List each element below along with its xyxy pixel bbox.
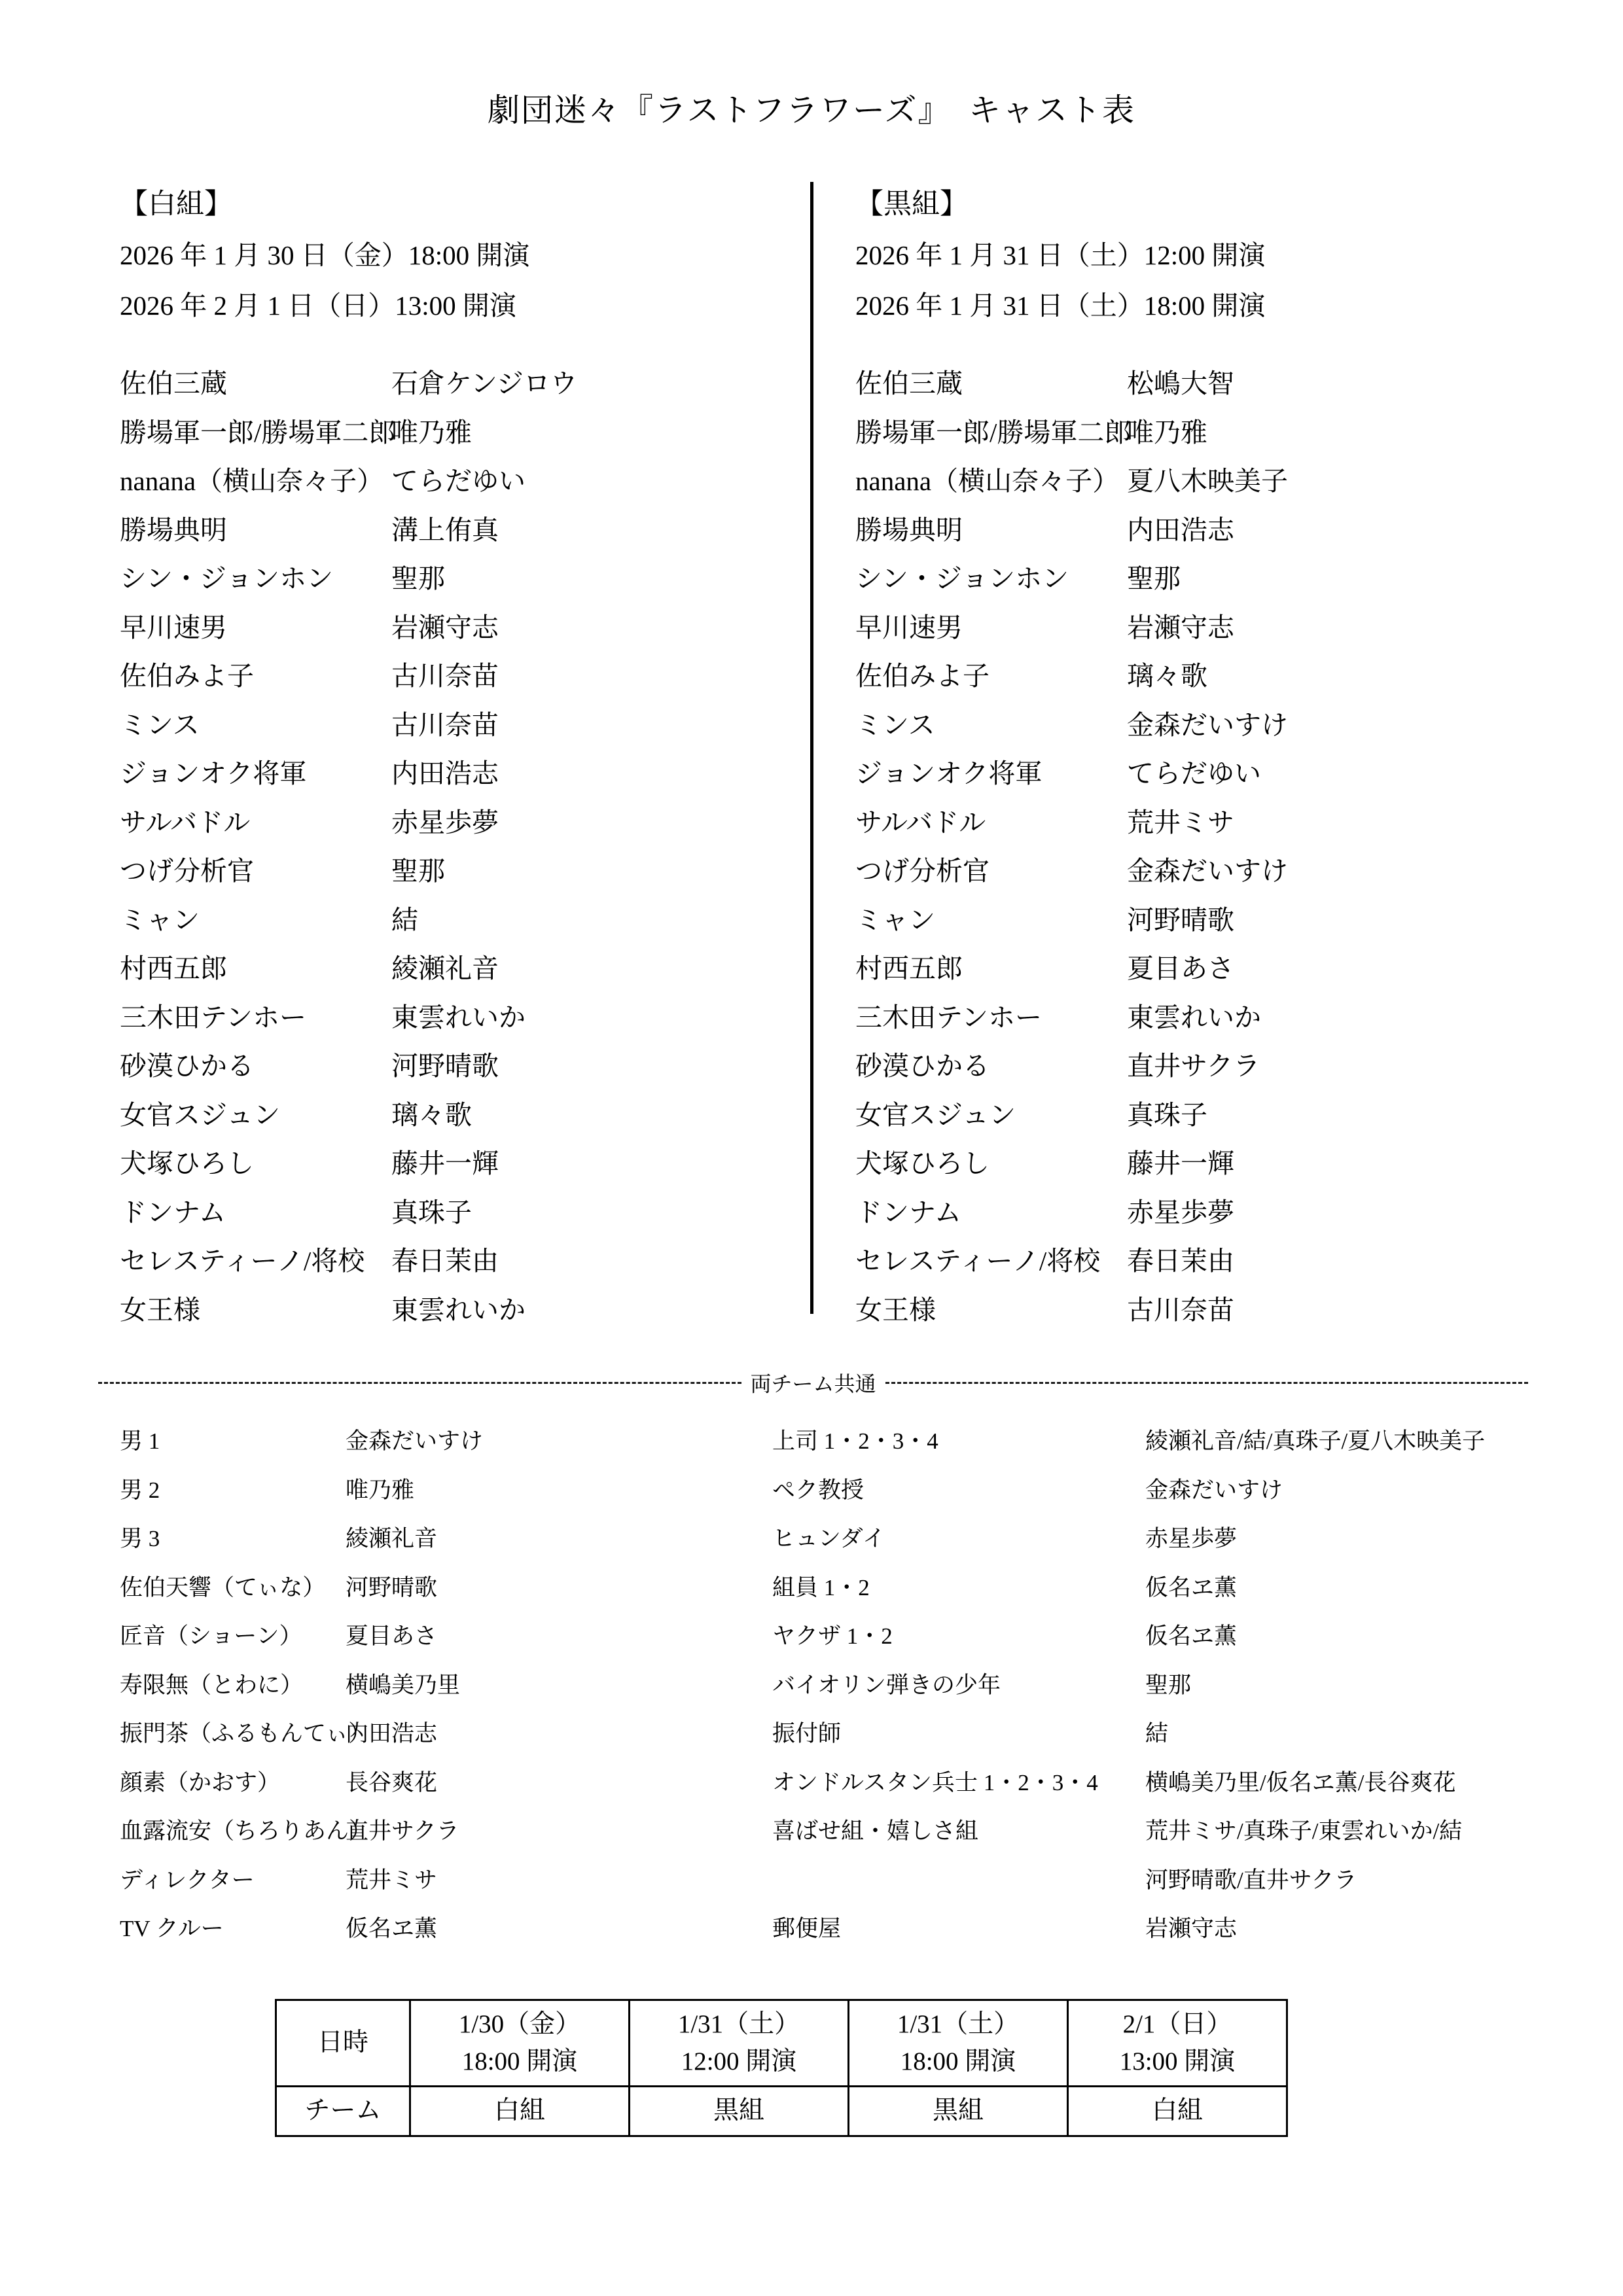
schedule-team-cell: 白組 xyxy=(1068,2087,1287,2136)
schedule-date: 1/31（土） xyxy=(677,2010,800,2038)
cast-row xyxy=(855,557,1288,606)
cast-actor: 古川奈苗 xyxy=(391,661,499,691)
common-cast-actor: 聖那 xyxy=(1145,1672,1192,1698)
common-cast-row xyxy=(772,1667,1485,1716)
common-cast-role: ヒュンダイ xyxy=(772,1526,885,1551)
common-cast-role: 組員 1・2 xyxy=(772,1574,870,1600)
common-cast-row xyxy=(772,1911,1485,1960)
cast-actor: 綾瀬礼音 xyxy=(391,953,499,983)
common-cast-row xyxy=(120,1911,483,1960)
common-cast-role: ディレクター xyxy=(120,1867,255,1893)
cast-row xyxy=(855,1044,1288,1093)
cast-actor: 春日茉由 xyxy=(391,1246,499,1276)
cast-row xyxy=(855,996,1288,1045)
performance-date: 2026 年 2 月 1 日（日）13:00 開演 xyxy=(120,291,516,321)
common-cast-actor: 結 xyxy=(1145,1721,1169,1746)
cast-actor: 荒井ミサ xyxy=(1127,807,1234,838)
cast-row xyxy=(120,459,577,508)
schedule-date: 1/31（土） xyxy=(897,2010,1020,2038)
cast-row xyxy=(120,703,577,752)
team-header-white xyxy=(120,182,529,334)
common-cast-actor: 唯乃雅 xyxy=(346,1477,415,1503)
common-cast-actor: 荒井ミサ/真珠子/東雲れいか/結 xyxy=(1145,1818,1463,1844)
cast-row xyxy=(855,362,1288,411)
common-cast-role: 男 2 xyxy=(120,1477,160,1503)
cast-actor: てらだゆい xyxy=(391,466,526,496)
performance-date: 2026 年 1 月 31 日（土）18:00 開演 xyxy=(855,291,1266,321)
cast-role: サルバドル xyxy=(120,807,251,838)
schedule-date: 2/1（日） xyxy=(1122,2010,1232,2038)
common-cast-actor: 金森だいすけ xyxy=(1145,1477,1283,1503)
cast-row xyxy=(120,996,577,1045)
cast-role: 女王様 xyxy=(855,1294,936,1325)
cast-actor: 古川奈苗 xyxy=(1127,1294,1234,1325)
cast-row xyxy=(120,1239,577,1288)
page-title: 劇団迷々『ラストフラワーズ』 キャスト表 xyxy=(487,92,1136,128)
cast-role: ドンナム xyxy=(120,1197,226,1227)
cast-row xyxy=(120,606,577,655)
common-cast-actor: 夏目あさ xyxy=(346,1623,438,1649)
schedule-time: 18:00 開演 xyxy=(461,2047,578,2075)
common-cast-role: 男 1 xyxy=(120,1428,160,1454)
common-cast-row xyxy=(120,1667,483,1716)
common-cast-row xyxy=(120,1862,483,1911)
cast-actor: 東雲れいか xyxy=(1127,1002,1261,1033)
common-cast-role: オンドルスタン兵士 1・2・3・4 xyxy=(772,1769,1098,1795)
common-cast-row xyxy=(772,1716,1485,1765)
cast-role: セレスティーノ/将校 xyxy=(855,1246,1101,1276)
cast-row xyxy=(855,703,1288,752)
cast-role: 三木田テンホー xyxy=(120,1002,306,1033)
schedule-datetime-cell xyxy=(849,2000,1068,2087)
cast-row xyxy=(120,1044,577,1093)
common-cast-role: 血露流安（ちろりあん） xyxy=(120,1818,372,1844)
common-cast-row xyxy=(772,1862,1485,1911)
cast-role: シン・ジョンホン xyxy=(855,563,1069,593)
cast-row xyxy=(120,557,577,606)
common-cast-actor: 長谷爽花 xyxy=(346,1769,438,1795)
cast-row xyxy=(120,947,577,996)
cast-row xyxy=(120,1288,577,1337)
common-cast-actor: 横嶋美乃里 xyxy=(346,1672,461,1698)
cast-role: 犬塚ひろし xyxy=(120,1148,254,1178)
common-cast-actor: 綾瀬礼音/結/真珠子/夏八木映美子 xyxy=(1145,1428,1486,1454)
cast-actor: 唯乃雅 xyxy=(391,417,472,448)
cast-actor: 金森だいすけ xyxy=(1127,709,1288,740)
schedule-table xyxy=(275,1999,1288,2137)
cast-list-white xyxy=(120,362,577,1337)
team-column-divider xyxy=(810,182,813,1314)
cast-role: 勝場典明 xyxy=(855,514,963,545)
cast-role: 村西五郎 xyxy=(855,953,963,983)
schedule-date: 1/30（金） xyxy=(458,2010,581,2038)
cast-actor: 藤井一輝 xyxy=(391,1148,499,1178)
cast-actor: 聖那 xyxy=(1127,563,1181,593)
cast-role: ドンナム xyxy=(855,1197,961,1227)
cast-actor: 金森だいすけ xyxy=(1127,856,1288,886)
schedule-time: 12:00 開演 xyxy=(681,2047,797,2075)
cast-role: 女官スジュン xyxy=(120,1099,281,1130)
common-cast-actor: 岩瀬守志 xyxy=(1145,1916,1238,1941)
cast-actor: 夏八木映美子 xyxy=(1127,466,1288,496)
common-cast-right xyxy=(772,1423,1485,1960)
schedule-team-cell: 白組 xyxy=(410,2087,630,2136)
common-cast-actor: 河野晴歌 xyxy=(346,1574,438,1600)
common-cast-role: 振門茶（ふるもんてぃ） xyxy=(120,1721,372,1746)
cast-row xyxy=(120,411,577,460)
cast-role: 砂漠ひかる xyxy=(120,1051,254,1081)
common-cast-left xyxy=(120,1423,483,1960)
cast-role: nanana（横山奈々子） xyxy=(855,466,1120,496)
cast-row xyxy=(855,411,1288,460)
team-header-black xyxy=(855,182,1265,334)
cast-role: サルバドル xyxy=(855,807,986,838)
team-name-black: 【黒組】 xyxy=(855,189,968,220)
common-cast-actor: 内田浩志 xyxy=(346,1721,438,1746)
cast-row xyxy=(120,849,577,898)
common-cast-row xyxy=(120,1521,483,1570)
cast-row xyxy=(855,654,1288,703)
common-cast-role: 匠音（ショーン） xyxy=(120,1623,302,1649)
cast-role: 犬塚ひろし xyxy=(855,1148,990,1178)
cast-role: セレスティーノ/将校 xyxy=(120,1246,365,1276)
team-name-white: 【白組】 xyxy=(120,189,232,220)
common-cast-role: 寿限無（とわに） xyxy=(120,1672,304,1698)
cast-actor: 真珠子 xyxy=(391,1197,472,1227)
cast-role: 女官スジュン xyxy=(855,1099,1016,1130)
cast-row xyxy=(855,947,1288,996)
cast-actor: 河野晴歌 xyxy=(391,1051,499,1081)
cast-role: 女王様 xyxy=(120,1294,200,1325)
cast-actor: 岩瀬守志 xyxy=(391,612,499,643)
common-cast-row xyxy=(120,1423,483,1472)
common-cast-role: 郵便屋 xyxy=(772,1916,842,1941)
cast-actor: 溝上侑真 xyxy=(391,514,499,545)
cast-row xyxy=(120,752,577,801)
cast-actor: 内田浩志 xyxy=(1127,514,1234,545)
common-cast-actor: 赤星歩夢 xyxy=(1145,1526,1238,1551)
schedule-team-cell: 黒組 xyxy=(849,2087,1068,2136)
common-cast-role: 喜ばせ組・嬉しさ組 xyxy=(772,1818,979,1844)
common-cast-actor: 仮名ヱ薫 xyxy=(1145,1574,1238,1600)
cast-role: 佐伯みよ子 xyxy=(855,661,990,691)
schedule-time: 13:00 開演 xyxy=(1119,2047,1236,2075)
cast-role: シン・ジョンホン xyxy=(120,563,334,593)
cast-role: ミンス xyxy=(120,709,200,740)
cast-row xyxy=(855,508,1288,557)
common-cast-role: TV クルー xyxy=(120,1916,224,1941)
common-cast-row xyxy=(772,1472,1485,1521)
common-cast-role: 振付師 xyxy=(772,1721,842,1746)
schedule-datetime-row xyxy=(276,2000,1287,2087)
cast-row xyxy=(855,752,1288,801)
cast-row xyxy=(855,801,1288,850)
schedule-datetime-cell xyxy=(410,2000,630,2087)
common-cast-row xyxy=(772,1423,1485,1472)
cast-role: ミャン xyxy=(855,904,936,935)
cast-row xyxy=(120,508,577,557)
common-cast-row xyxy=(772,1521,1485,1570)
cast-role: つげ分析官 xyxy=(120,856,254,886)
cast-row xyxy=(120,1142,577,1191)
cast-actor: 夏目あさ xyxy=(1127,953,1234,983)
cast-role: ミンス xyxy=(855,709,935,740)
common-cast-actor: 仮名ヱ薫 xyxy=(346,1916,438,1941)
cast-actor: 聖那 xyxy=(391,856,445,886)
schedule-team-cell: 黒組 xyxy=(630,2087,849,2136)
cast-row xyxy=(855,1191,1288,1240)
cast-row xyxy=(855,898,1288,947)
cast-actor: 古川奈苗 xyxy=(391,709,499,740)
cast-role: nanana（横山奈々子） xyxy=(120,466,384,496)
cast-role: ジョンオク将軍 xyxy=(120,758,307,788)
cast-row xyxy=(855,1093,1288,1142)
cast-role: 早川速男 xyxy=(855,612,963,643)
cast-actor: 直井サクラ xyxy=(1127,1051,1260,1081)
cast-row xyxy=(120,1191,577,1240)
common-cast-row xyxy=(120,1570,483,1619)
cast-actor: 真珠子 xyxy=(1127,1099,1207,1130)
cast-actor: 内田浩志 xyxy=(391,758,499,788)
common-cast-role: ペク教授 xyxy=(772,1477,865,1503)
cast-role: 勝場軍一郎/勝場軍二郎 xyxy=(120,417,396,448)
cast-actor: 璃々歌 xyxy=(391,1099,472,1130)
common-cast-role: 顔素（かおす） xyxy=(120,1769,281,1795)
schedule-time: 18:00 開演 xyxy=(900,2047,1016,2075)
common-cast-role: 男 3 xyxy=(120,1526,160,1551)
cast-role: つげ分析官 xyxy=(855,856,990,886)
divider-dash-left xyxy=(98,1382,741,1384)
cast-actor: 岩瀬守志 xyxy=(1127,612,1234,643)
cast-row xyxy=(855,849,1288,898)
common-cast-row xyxy=(772,1765,1485,1814)
common-cast-actor: 荒井ミサ xyxy=(346,1867,438,1893)
schedule-row-label-team: チーム xyxy=(276,2087,410,2136)
schedule-datetime-cell xyxy=(1068,2000,1287,2087)
cast-role: 村西五郎 xyxy=(120,953,227,983)
common-section-divider xyxy=(98,1368,1528,1398)
common-cast-actor: 直井サクラ xyxy=(346,1818,459,1844)
common-cast-role: 上司 1・2・3・4 xyxy=(772,1428,938,1454)
cast-actor: 春日茉由 xyxy=(1127,1246,1234,1276)
schedule-row-label-datetime: 日時 xyxy=(276,2000,410,2087)
common-cast-actor: 河野晴歌/直井サクラ xyxy=(1145,1867,1357,1893)
cast-role: ミャン xyxy=(120,904,200,935)
cast-actor: 璃々歌 xyxy=(1127,661,1207,691)
common-cast-role: ヤクザ 1・2 xyxy=(772,1623,893,1649)
cast-actor: 石倉ケンジロウ xyxy=(391,368,577,398)
cast-role: 佐伯みよ子 xyxy=(120,661,254,691)
cast-row xyxy=(855,1239,1288,1288)
cast-row xyxy=(120,654,577,703)
cast-role: 勝場軍一郎/勝場軍二郎 xyxy=(855,417,1132,448)
performance-date: 2026 年 1 月 31 日（土）12:00 開演 xyxy=(855,240,1266,270)
divider-dash-right xyxy=(885,1382,1529,1384)
common-cast-row xyxy=(772,1618,1485,1667)
cast-actor: 東雲れいか xyxy=(391,1294,526,1325)
common-cast-actor: 金森だいすけ xyxy=(346,1428,484,1454)
common-cast-row xyxy=(772,1813,1485,1862)
cast-role: 佐伯三蔵 xyxy=(120,368,227,398)
common-cast-row xyxy=(120,1472,483,1521)
cast-actor: 赤星歩夢 xyxy=(1127,1197,1234,1227)
divider-label: 両チーム共通 xyxy=(750,1372,876,1396)
cast-actor: 唯乃雅 xyxy=(1127,417,1207,448)
common-cast-row xyxy=(120,1765,483,1814)
cast-role: 三木田テンホー xyxy=(855,1002,1042,1033)
cast-role: ジョンオク将軍 xyxy=(855,758,1043,788)
cast-actor: 赤星歩夢 xyxy=(391,807,499,838)
cast-actor: 聖那 xyxy=(391,563,445,593)
cast-row xyxy=(120,362,577,411)
cast-role: 早川速男 xyxy=(120,612,227,643)
schedule-table-wrapper xyxy=(275,1999,1288,2137)
cast-role: 佐伯三蔵 xyxy=(855,368,963,398)
common-cast-actor: 仮名ヱ薫 xyxy=(1145,1623,1238,1649)
common-cast-actor: 綾瀬礼音 xyxy=(346,1526,438,1551)
cast-row xyxy=(855,1142,1288,1191)
cast-actor: 河野晴歌 xyxy=(1127,904,1234,935)
schedule-datetime-cell xyxy=(630,2000,849,2087)
cast-role: 砂漠ひかる xyxy=(855,1051,990,1081)
common-cast-row xyxy=(120,1716,483,1765)
cast-row xyxy=(120,898,577,947)
common-cast-row xyxy=(120,1618,483,1667)
cast-actor: てらだゆい xyxy=(1127,758,1261,788)
cast-list-black xyxy=(855,362,1288,1337)
cast-row xyxy=(855,1288,1288,1337)
common-cast-row xyxy=(120,1813,483,1862)
cast-row xyxy=(855,459,1288,508)
cast-actor: 結 xyxy=(391,904,418,935)
cast-actor: 藤井一輝 xyxy=(1127,1148,1234,1178)
cast-actor: 松嶋大智 xyxy=(1127,368,1234,398)
performance-date: 2026 年 1 月 30 日（金）18:00 開演 xyxy=(120,240,530,270)
common-cast-actor: 横嶋美乃里/仮名ヱ薫/長谷爽花 xyxy=(1145,1769,1456,1795)
common-cast-row xyxy=(772,1570,1485,1619)
cast-row xyxy=(120,801,577,850)
cast-actor: 東雲れいか xyxy=(391,1002,526,1033)
cast-row xyxy=(855,606,1288,655)
common-cast-role: 佐伯天響（てぃな） xyxy=(120,1574,326,1600)
common-cast-role: バイオリン弾きの少年 xyxy=(772,1672,1001,1698)
schedule-team-row xyxy=(276,2087,1287,2136)
cast-row xyxy=(120,1093,577,1142)
cast-role: 勝場典明 xyxy=(120,514,227,545)
